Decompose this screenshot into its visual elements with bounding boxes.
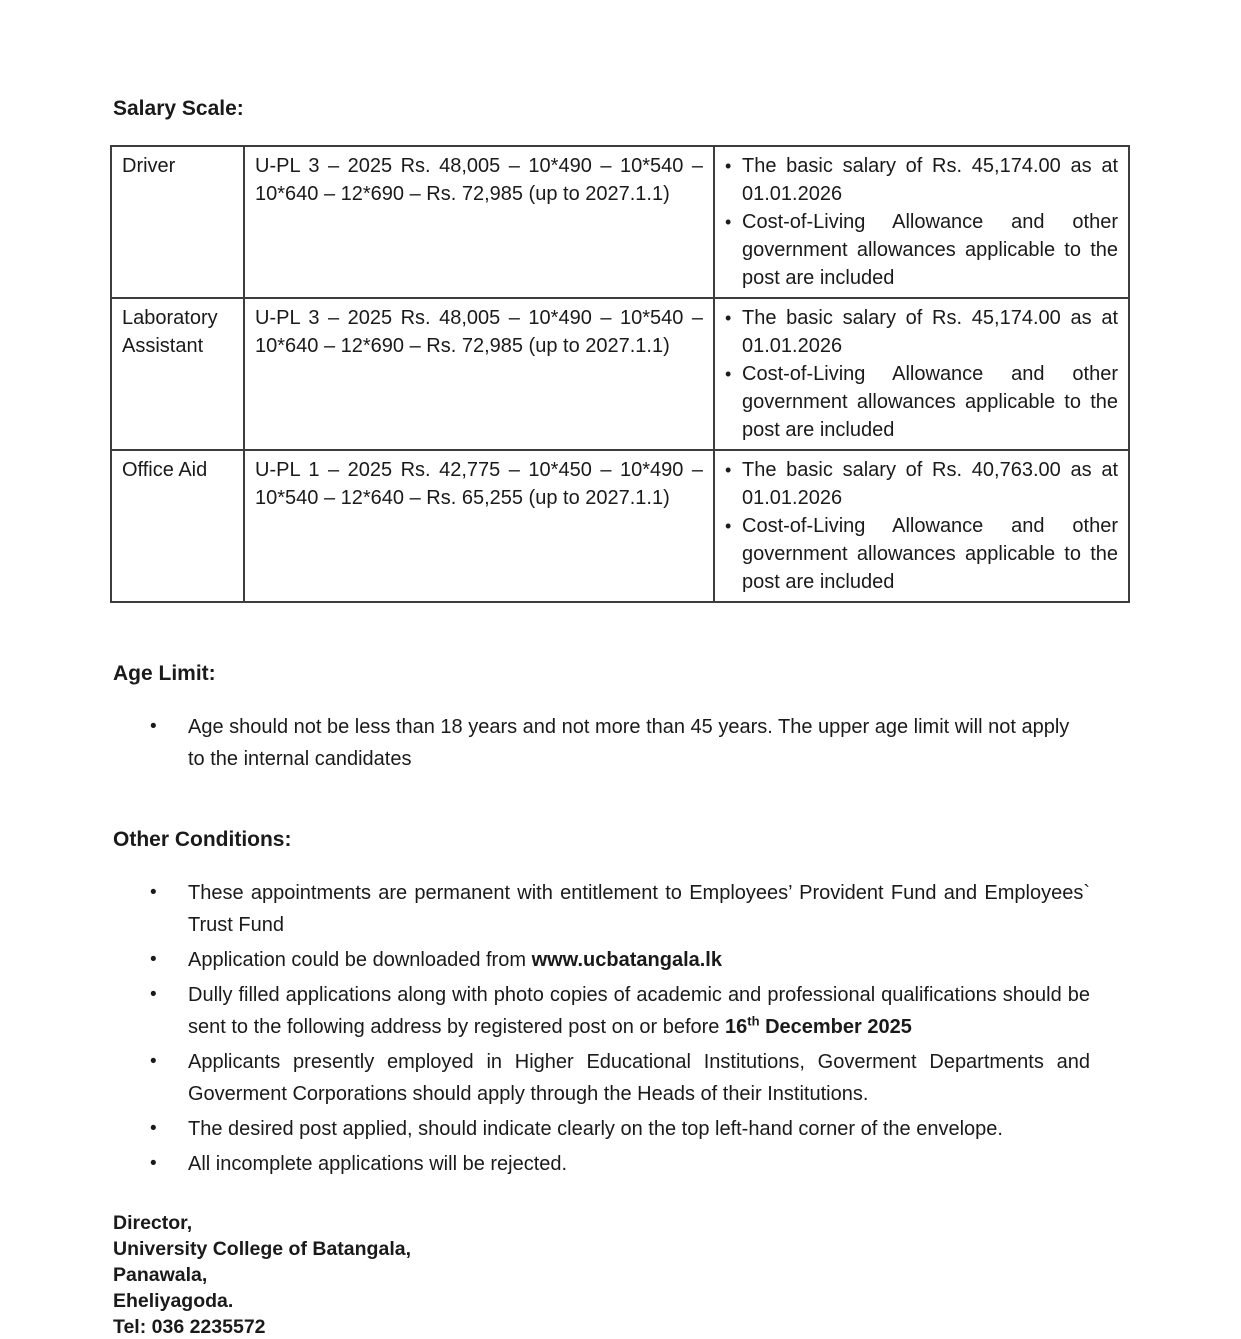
table-row (111, 450, 1129, 602)
signature-line: University College of Batangala, (113, 1238, 411, 1260)
other-conditions-list (113, 877, 1241, 1180)
text-segment: www.ucbatangala.lk (531, 949, 722, 971)
notes-cell (714, 450, 1129, 602)
note-text: The basic salary of Rs. 45,174.00 as at 01.01.2026 (742, 155, 1118, 205)
bullet-text (188, 1046, 1090, 1110)
notes-cell (714, 298, 1129, 450)
bullet-icon: • (725, 212, 732, 232)
bullet-icon: • (150, 1118, 157, 1139)
age-limit-heading: Age Limit: (113, 662, 216, 685)
post-cell: Office Aid (111, 450, 244, 602)
bullet-text (188, 1113, 1090, 1145)
note-item (725, 304, 1118, 360)
note-text: The basic salary of Rs. 40,763.00 as at 01.01.2026 (742, 459, 1118, 509)
bullet-icon: • (725, 460, 732, 480)
signature-line: Director, (113, 1212, 193, 1234)
bullet-item (113, 877, 1090, 941)
note-item (725, 208, 1118, 292)
text-segment: The desired post applied, should indicate clearly on the top left-hand corner of the envelope. (188, 1118, 1003, 1140)
salary-table (110, 145, 1130, 603)
bullet-icon: • (725, 308, 732, 328)
text-segment: Dully filled applications along with photo copies of academic and professional qualifications should be sent to the following address by registered post on or before (188, 984, 1090, 1038)
table-row (111, 146, 1129, 298)
bullet-item (113, 1113, 1053, 1145)
note-item (725, 512, 1118, 596)
bullet-item (113, 944, 1053, 976)
bullet-icon: • (725, 364, 732, 384)
note-item (725, 152, 1118, 208)
bullet-icon: • (150, 984, 157, 1005)
bullet-text (188, 711, 1090, 775)
text-segment: Application could be downloaded from (188, 949, 532, 971)
note-text: Cost-of-Living Allowance and other government allowances applicable to the post are included (742, 515, 1118, 593)
other-conditions-heading: Other Conditions: (113, 828, 292, 851)
bullet-icon: • (150, 1153, 157, 1174)
scale-cell: U-PL 1 – 2025 Rs. 42,775 – 10*450 – 10*490 – 10*540 – 12*640 – Rs. 65,255 (up to 2027.1.1) (244, 450, 714, 602)
bullet-item (113, 1046, 1090, 1110)
bullet-icon: • (725, 156, 732, 176)
scale-cell: U-PL 3 – 2025 Rs. 48,005 – 10*490 – 10*540 – 10*640 – 12*690 – Rs. 72,985 (up to 2027.1.1) (244, 298, 714, 450)
age-limit-section (113, 661, 1241, 775)
note-text: The basic salary of Rs. 45,174.00 as at 01.01.2026 (742, 307, 1118, 357)
bullet-item (113, 711, 1070, 775)
note-text: Cost-of-Living Allowance and other government allowances applicable to the post are included (742, 363, 1118, 441)
bullet-text (188, 979, 1090, 1043)
bullet-item (113, 979, 1090, 1043)
text-segment: These appointments are permanent with entitlement to Employees’ Provident Fund and Employees` Trust Fund (188, 882, 1090, 936)
bullet-icon: • (725, 516, 732, 536)
salary-scale-heading: Salary Scale: (113, 97, 244, 120)
note-item (725, 456, 1118, 512)
scale-cell: U-PL 3 – 2025 Rs. 48,005 – 10*490 – 10*540 – 10*640 – 12*690 – Rs. 72,985 (up to 2027.1.1) (244, 146, 714, 298)
bullet-icon: • (150, 1051, 157, 1072)
age-limit-list (113, 711, 1241, 775)
text-segment: All incomplete applications will be rejected. (188, 1153, 568, 1175)
text-segment: Age should not be less than 18 years and not more than 45 years. The upper age limit will not apply to the internal candidates (188, 716, 1070, 770)
text-segment: 16 (724, 1016, 748, 1038)
text-segment: December 2025 (759, 1016, 912, 1038)
text-segment: Applicants presently employed in Higher Educational Institutions, Goverment Departments and Goverment Corporations should apply through the Heads of their Institutions. (188, 1051, 1090, 1105)
signature-block (113, 1210, 1241, 1339)
post-cell: Laboratory Assistant (111, 298, 244, 450)
signature-line: Tel: 036 2235572 (113, 1316, 266, 1338)
bullet-item (113, 1148, 1053, 1180)
other-conditions-section (113, 827, 1241, 1180)
bullet-text (188, 944, 1090, 976)
notes-cell (714, 146, 1129, 298)
bullet-icon: • (150, 949, 157, 970)
signature-line: Eheliyagoda. (113, 1290, 234, 1312)
salary-table-body (111, 146, 1129, 602)
table-row (111, 298, 1129, 450)
post-cell: Driver (111, 146, 244, 298)
text-segment: th (747, 1013, 760, 1029)
bullet-icon: • (150, 882, 157, 903)
bullet-icon: • (150, 716, 157, 737)
note-text: Cost-of-Living Allowance and other government allowances applicable to the post are included (742, 211, 1118, 289)
signature-line: Panawala, (113, 1264, 208, 1286)
bullet-text (188, 1148, 1090, 1180)
note-item (725, 360, 1118, 444)
bullet-text (188, 877, 1090, 941)
